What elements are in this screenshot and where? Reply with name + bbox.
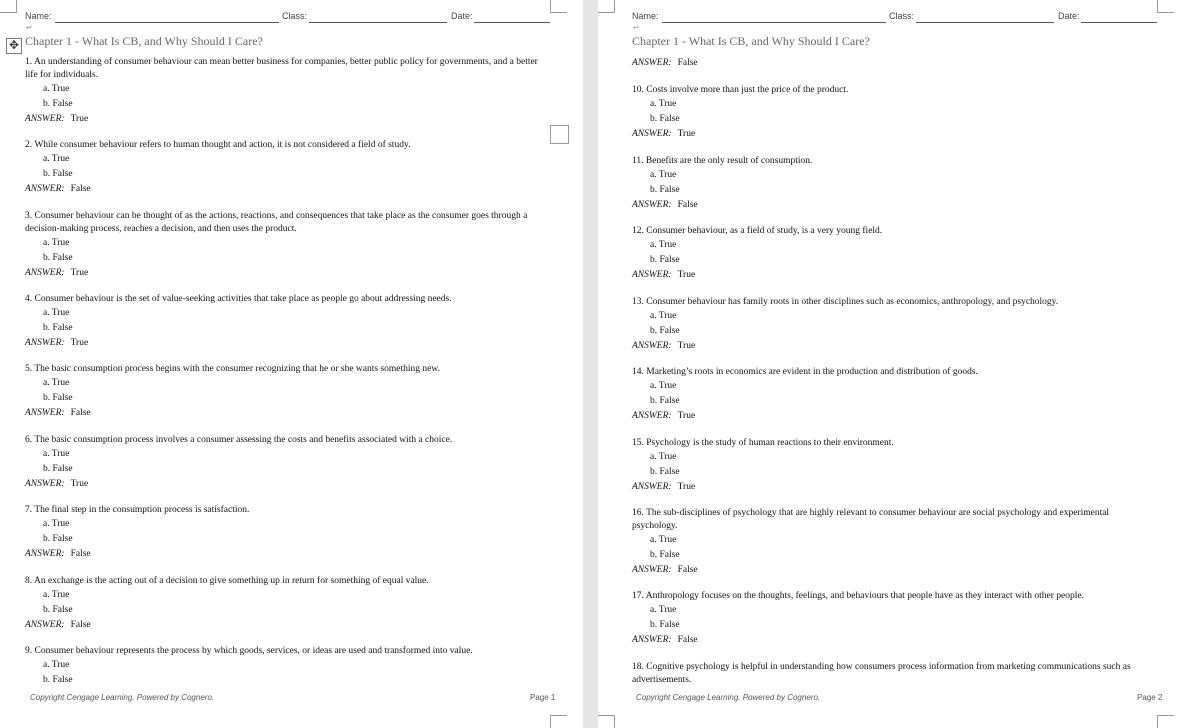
crop-mark <box>550 715 567 728</box>
option-a: a. True <box>650 452 677 462</box>
crop-mark <box>1157 715 1174 728</box>
answer-value: False <box>677 200 698 210</box>
page-number: Page 2 <box>1137 693 1163 702</box>
date-label: Date: <box>1058 11 1080 21</box>
option-b: b. False <box>43 253 73 263</box>
option-a: a. True <box>650 170 677 180</box>
page-number: Page 1 <box>530 693 556 702</box>
question-text: 13. Consumer behaviour has family roots in other disciplines such as economics, anthropology, and psychology. <box>632 297 1059 307</box>
answer-line <box>25 406 550 421</box>
question-text: 3. Consumer behaviour can be thought of as the actions, reactions, and consequences that take place as the consumer goes through a decision-making process, reaches a decision, and then uses the product. <box>25 211 528 234</box>
question-block <box>632 661 1147 687</box>
answer-line <box>25 182 550 197</box>
answer-value: True <box>70 338 89 348</box>
option-b: b. False <box>650 326 680 336</box>
question-block <box>632 366 1147 424</box>
question-text: 12. Consumer behaviour, as a field of study, is a very young field. <box>632 226 883 236</box>
student-info-header <box>632 11 1158 25</box>
question-text: 6. The basic consumption process involves a consumer assessing the costs and benefits associated with a choice. <box>25 435 453 445</box>
student-info-header <box>25 11 553 25</box>
answer-line <box>632 127 1147 142</box>
answer-value: False <box>70 620 91 630</box>
answer-value: False <box>70 184 91 194</box>
text-box-frame[interactable] <box>550 125 569 144</box>
question-block <box>25 363 550 421</box>
option-a: a. True <box>43 519 70 529</box>
crop-mark <box>0 0 17 13</box>
answer-line <box>632 268 1147 283</box>
option-b: b. False <box>650 114 680 124</box>
question-text: 16. The sub-disciplines of psychology that are highly relevant to consumer behaviour are social psychology and experimental psychology. <box>632 508 1110 531</box>
date-field-line <box>474 22 550 23</box>
answer-value: False <box>70 549 91 559</box>
option-a: a. True <box>43 84 70 94</box>
option-b: b. False <box>43 393 73 403</box>
name-label: Name: <box>632 11 659 21</box>
option-a: a. True <box>43 660 70 670</box>
question-block <box>632 437 1147 495</box>
document-page-1 <box>0 0 583 728</box>
option-a: a. True <box>650 605 677 615</box>
question-text: 17. Anthropology focuses on the thoughts, feelings, and behaviours that people have as they interact with other people. <box>632 591 1084 601</box>
answer-label: ANSWER: <box>25 338 65 348</box>
answer-value: False <box>677 58 698 68</box>
answer-value: True <box>677 482 696 492</box>
name-field-line <box>55 22 279 23</box>
class-field-line <box>309 22 447 23</box>
carry-over-answer <box>632 56 698 71</box>
answer-label: ANSWER: <box>632 635 672 645</box>
answer-line <box>632 480 1147 495</box>
answer-label: ANSWER: <box>632 341 672 351</box>
option-b: b. False <box>43 323 73 333</box>
answer-label: ANSWER: <box>632 200 672 210</box>
answer-line <box>25 547 550 562</box>
option-b: b. False <box>43 675 73 685</box>
question-block <box>25 504 550 562</box>
answer-value: True <box>70 114 89 124</box>
question-block <box>632 296 1147 354</box>
answer-label: ANSWER: <box>25 479 65 489</box>
question-block <box>25 210 550 281</box>
question-text: 5. The basic consumption process begins with the consumer recognizing that he or she wants something new. <box>25 364 441 374</box>
option-a: a. True <box>43 238 70 248</box>
question-block <box>632 155 1147 213</box>
question-block <box>25 293 550 351</box>
answer-label: ANSWER: <box>25 268 65 278</box>
question-block <box>632 225 1147 283</box>
question-block <box>25 56 550 127</box>
class-label: Class: <box>282 11 308 21</box>
footer-copyright: Copyright Cengage Learning. Powered by Cognero. <box>30 693 215 702</box>
question-text: 7. The final step in the consumption process is satisfaction. <box>25 505 250 515</box>
option-b: b. False <box>650 185 680 195</box>
answer-label: ANSWER: <box>632 565 672 575</box>
option-a: a. True <box>650 240 677 250</box>
date-field-line <box>1081 22 1157 23</box>
answer-line <box>25 618 550 633</box>
answer-line <box>25 266 550 281</box>
answer-value: True <box>677 129 696 139</box>
option-a: a. True <box>43 378 70 388</box>
date-label: Date: <box>451 11 473 21</box>
answer-value: True <box>70 479 89 489</box>
option-b: b. False <box>650 550 680 560</box>
answer-line <box>632 409 1147 424</box>
answer-value: True <box>70 268 89 278</box>
answer-label: ANSWER: <box>632 482 672 492</box>
page-title: Chapter 1 - What Is CB, and Why Should I Care? <box>25 34 263 48</box>
option-a: a. True <box>43 449 70 459</box>
answer-line <box>632 633 1147 648</box>
answer-label: ANSWER: <box>25 620 65 630</box>
question-block <box>25 434 550 492</box>
paragraph-mark-icon: ↵ <box>26 23 33 32</box>
option-a: a. True <box>650 311 677 321</box>
question-block <box>632 507 1147 578</box>
crop-mark <box>598 715 615 728</box>
answer-line <box>632 339 1147 354</box>
class-label: Class: <box>889 11 915 21</box>
option-b: b. False <box>650 467 680 477</box>
document-page-2 <box>598 0 1180 728</box>
question-block <box>25 645 550 688</box>
option-a: a. True <box>650 381 677 391</box>
answer-line <box>25 112 550 127</box>
option-a: a. True <box>650 535 677 545</box>
option-a: a. True <box>650 99 677 109</box>
class-field-line <box>916 22 1054 23</box>
answer-line <box>25 477 550 492</box>
crop-mark <box>598 0 615 13</box>
answer-value: True <box>677 341 696 351</box>
paragraph-mark-icon: ↵ <box>633 23 640 32</box>
question-text: 14. Marketing’s roots in economics are evident in the production and distribution of goods. <box>632 367 978 377</box>
option-b: b. False <box>43 464 73 474</box>
answer-line <box>25 336 550 351</box>
option-b: b. False <box>43 169 73 179</box>
question-text: 10. Costs involve more than just the price of the product. <box>632 85 849 95</box>
answer-value: False <box>677 635 698 645</box>
answer-label: ANSWER: <box>632 270 672 280</box>
question-block <box>25 139 550 197</box>
question-text: 4. Consumer behaviour is the set of value-seeking activities that take place as people go about addressing needs. <box>25 294 452 304</box>
question-text: 15. Psychology is the study of human reactions to their environment. <box>632 438 894 448</box>
answer-label: ANSWER: <box>25 408 65 418</box>
answer-label: ANSWER: <box>25 549 65 559</box>
option-b: b. False <box>650 396 680 406</box>
option-b: b. False <box>43 605 73 615</box>
question-text: 2. While consumer behaviour refers to human thought and action, it is not considered a field of study. <box>25 140 411 150</box>
question-block <box>25 575 550 633</box>
footer-copyright: Copyright Cengage Learning. Powered by Cognero. <box>636 693 821 702</box>
answer-line <box>632 563 1147 578</box>
answer-value: True <box>677 411 696 421</box>
answer-label: ANSWER: <box>632 129 672 139</box>
answer-line <box>632 198 1147 213</box>
answer-value: False <box>677 565 698 575</box>
question-block <box>632 84 1147 142</box>
option-b: b. False <box>43 99 73 109</box>
option-a: a. True <box>43 308 70 318</box>
option-b: b. False <box>43 534 73 544</box>
answer-label: ANSWER: <box>25 114 65 124</box>
question-text: 11. Benefits are the only result of consumption. <box>632 156 813 166</box>
option-a: a. True <box>43 154 70 164</box>
table-move-handle-icon[interactable]: ✥ <box>6 38 22 54</box>
name-field-line <box>662 22 886 23</box>
answer-value: False <box>70 408 91 418</box>
answer-label: ANSWER: <box>632 58 672 68</box>
answer-label: ANSWER: <box>632 411 672 421</box>
question-text: 1. An understanding of consumer behaviour can mean better business for companies, better public policy for governments, and a better life for individuals. <box>25 57 538 80</box>
question-text: 8. An exchange is the acting out of a decision to give something up in return for something of equal value. <box>25 576 429 586</box>
answer-value: True <box>677 270 696 280</box>
name-label: Name: <box>25 11 52 21</box>
question-block <box>632 590 1147 648</box>
page-title: Chapter 1 - What Is CB, and Why Should I Care? <box>632 34 870 48</box>
question-text: 18. Cognitive psychology is helpful in understanding how consumers process information from marketing communications such as advertisements. <box>632 662 1131 685</box>
crop-mark <box>1157 0 1174 13</box>
option-b: b. False <box>650 620 680 630</box>
option-b: b. False <box>650 255 680 265</box>
question-text: 9. Consumer behaviour represents the process by which goods, services, or ideas are used and transformed into value. <box>25 646 473 656</box>
answer-label: ANSWER: <box>25 184 65 194</box>
option-a: a. True <box>43 590 70 600</box>
